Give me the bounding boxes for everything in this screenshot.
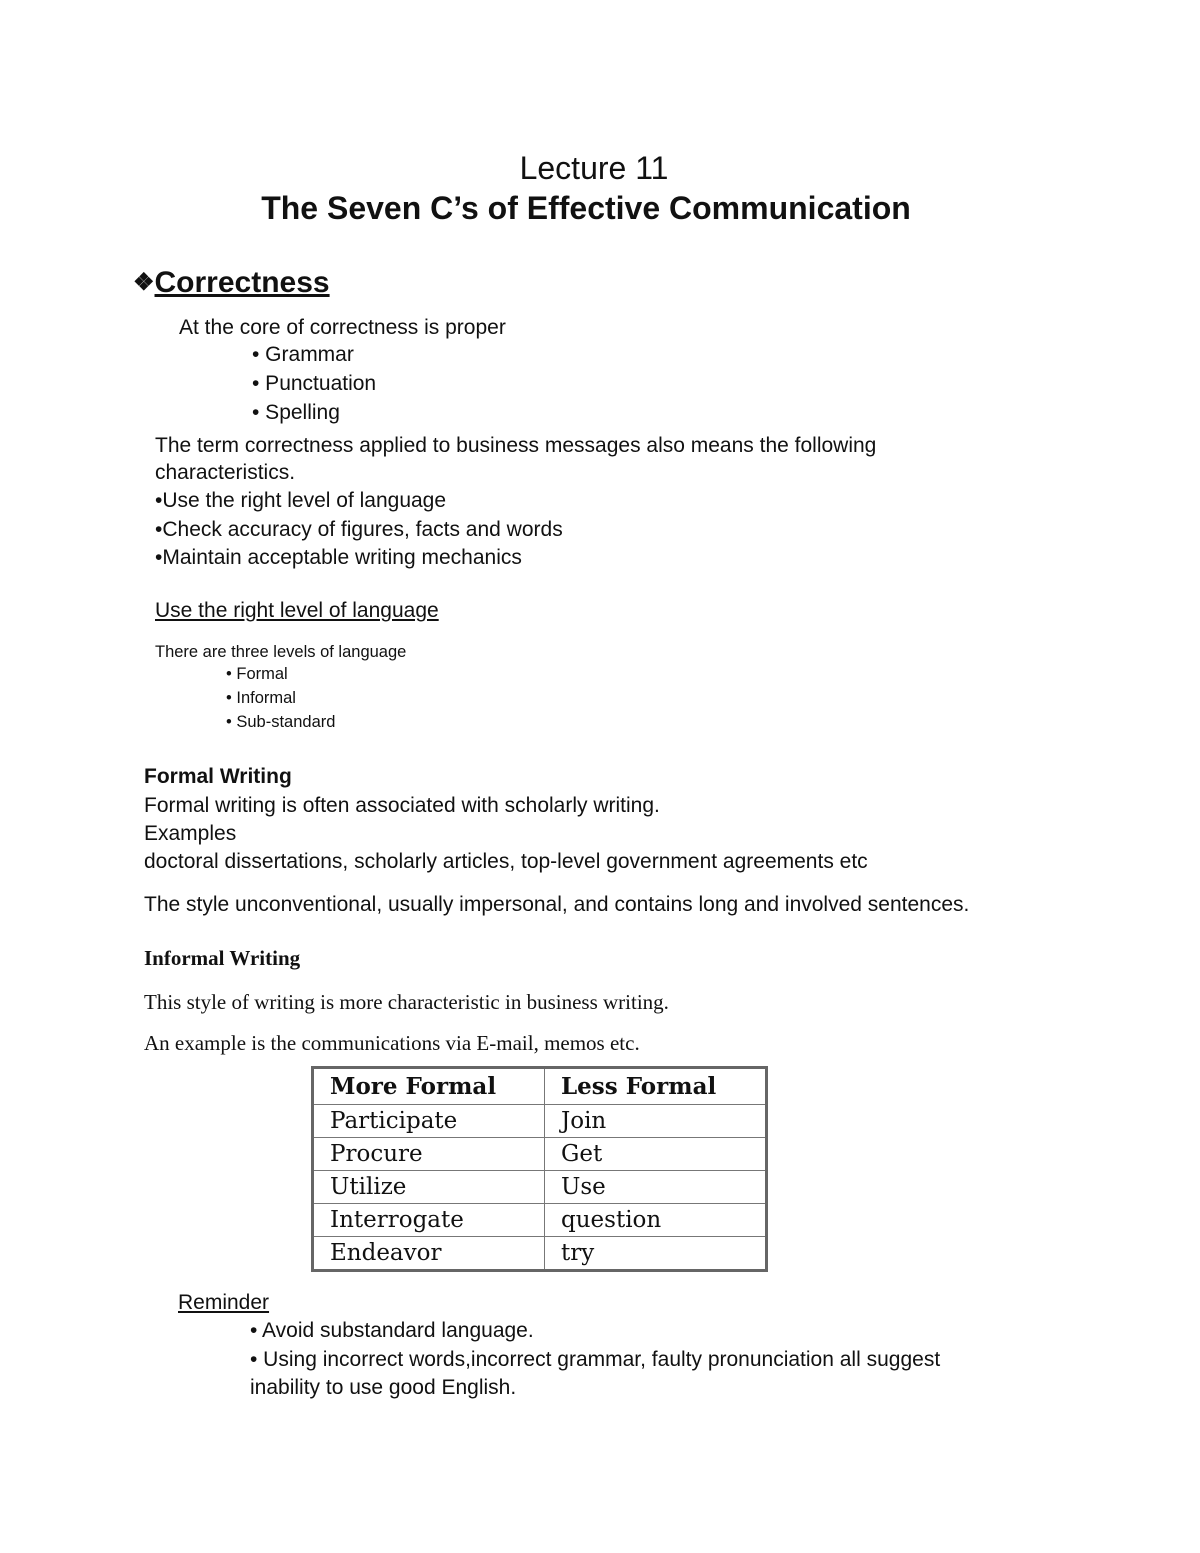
list-item-punctuation: • Punctuation	[252, 372, 377, 395]
table-row	[313, 1138, 767, 1171]
list-item-informal: • Informal	[226, 689, 296, 707]
reminder-item-2-line-1: • Using incorrect words,incorrect grammar, faulty pronunciation all suggest	[250, 1348, 941, 1371]
reminder-item-1: • Avoid substandard language.	[250, 1319, 534, 1342]
section-heading-correctness	[133, 266, 330, 300]
table-cell: try	[545, 1237, 767, 1271]
levels-line: There are three levels of language	[155, 643, 407, 661]
table-row	[313, 1204, 767, 1237]
table-cell: Endeavor	[313, 1237, 545, 1271]
section-heading-label: Correctness	[154, 266, 330, 299]
reminder-heading: Reminder	[178, 1291, 270, 1314]
informal-writing-line-2: An example is the communications via E-mail, memos etc.	[144, 1031, 640, 1055]
page-title: The Seven C’s of Effective Communication	[261, 190, 911, 226]
list-item-grammar: • Grammar	[252, 343, 354, 366]
list-item-accuracy: •Check accuracy of figures, facts and words	[155, 518, 563, 541]
informal-writing-heading: Informal Writing	[144, 946, 301, 970]
table-header-row	[313, 1068, 767, 1105]
formal-writing-line-1: Formal writing is often associated with scholarly writing.	[144, 794, 660, 817]
table-header-less-formal: Less Formal	[545, 1068, 767, 1105]
table-cell: Procure	[313, 1138, 545, 1171]
table-cell: Join	[545, 1105, 767, 1138]
list-item-formal: • Formal	[226, 665, 288, 683]
table-cell: Use	[545, 1171, 767, 1204]
list-item-mechanics: •Maintain acceptable writing mechanics	[155, 546, 522, 569]
table-row	[313, 1237, 767, 1271]
table-header-more-formal: More Formal	[313, 1068, 545, 1105]
subheading-right-level: Use the right level of language	[155, 599, 439, 622]
formal-writing-line-4: The style unconventional, usually impersonal, and contains long and involved sentences.	[144, 893, 970, 916]
table-cell: Participate	[313, 1105, 545, 1138]
table-row	[313, 1171, 767, 1204]
formal-writing-line-3: doctoral dissertations, scholarly articles, top-level government agreements etc	[144, 850, 868, 873]
lecture-number: Lecture 11	[519, 150, 669, 186]
informal-writing-line-1: This style of writing is more characteristic in business writing.	[144, 990, 669, 1014]
reminder-item-2-line-2: inability to use good English.	[250, 1376, 517, 1399]
formality-comparison-table	[311, 1066, 768, 1272]
table-cell: Utilize	[313, 1171, 545, 1204]
table-cell: question	[545, 1204, 767, 1237]
table-cell: Interrogate	[313, 1204, 545, 1237]
table-cell: Get	[545, 1138, 767, 1171]
list-item-sub-standard: • Sub-standard	[226, 713, 336, 731]
diamond-bullet-icon: ❖	[133, 269, 155, 296]
characteristics-line-2: characteristics.	[155, 461, 296, 484]
formal-writing-line-2: Examples	[144, 822, 237, 845]
intro-line: At the core of correctness is proper	[179, 316, 506, 339]
list-item-right-level: •Use the right level of language	[155, 489, 447, 512]
table-row	[313, 1105, 767, 1138]
characteristics-line-1: The term correctness applied to business messages also means the following	[155, 434, 877, 457]
formal-writing-heading: Formal Writing	[144, 765, 292, 788]
list-item-spelling: • Spelling	[252, 401, 340, 424]
